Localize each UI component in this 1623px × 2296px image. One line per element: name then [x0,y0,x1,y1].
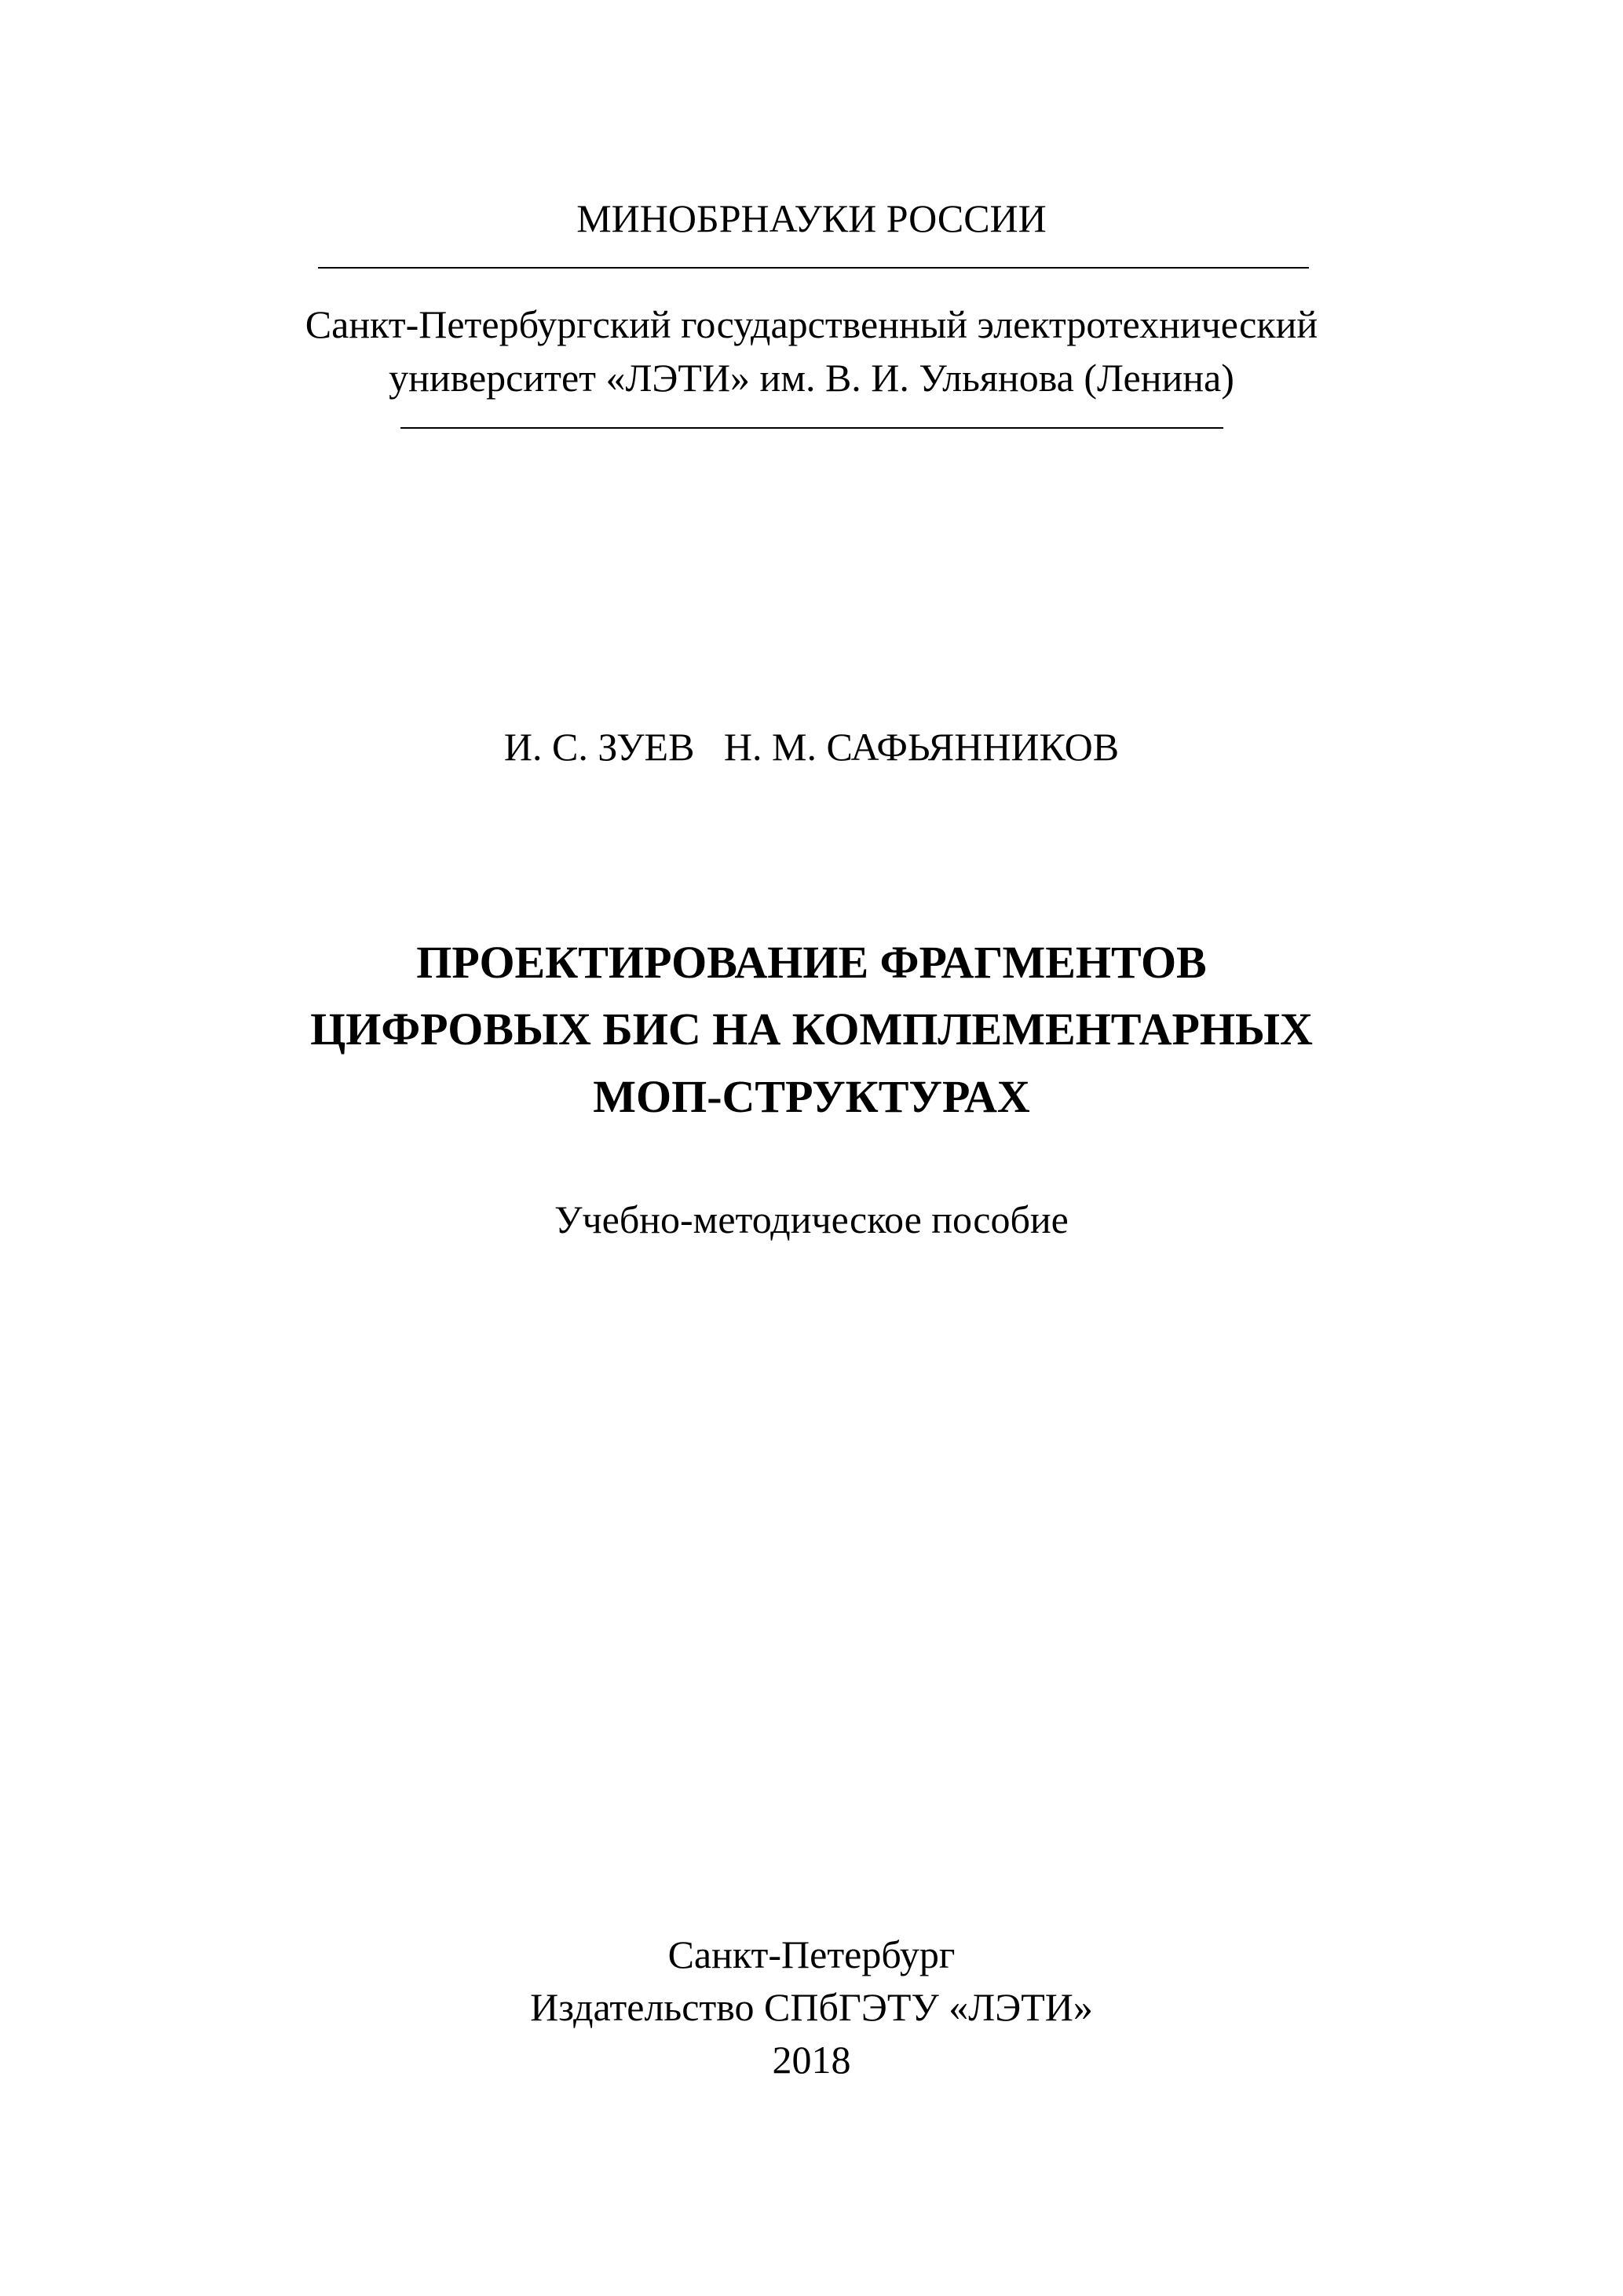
university-name-line2: университет «ЛЭТИ» им. В. И. Ульянова (Ленина) [389,356,1234,400]
book-title-line3: МОП-СТРУКТУРАХ [593,1071,1030,1122]
book-title-line1: ПРОЕКТИРОВАНИЕ ФРАГМЕНТОВ [416,937,1207,988]
university-name-line1: Санкт-Петербургский государственный электротехнический [305,302,1318,346]
authors: И. С. ЗУЕВ Н. М. САФЬЯННИКОВ [503,725,1120,769]
book-title-line2: ЦИФРОВЫХ БИС НА КОМПЛЕМЕНТАРНЫХ [310,1004,1313,1055]
header-rule-bottom [400,427,1223,429]
ministry-name: МИНОБРНАУКИ РОССИИ [576,196,1047,240]
book-subtitle: Учебно-методическое пособие [554,1197,1069,1241]
imprint-year: 2018 [772,2038,851,2082]
imprint-city: Санкт-Петербург [667,1932,956,1976]
header-rule-top [318,267,1309,269]
imprint-publisher: Издательство СПбГЭТУ «ЛЭТИ» [530,1985,1093,2029]
